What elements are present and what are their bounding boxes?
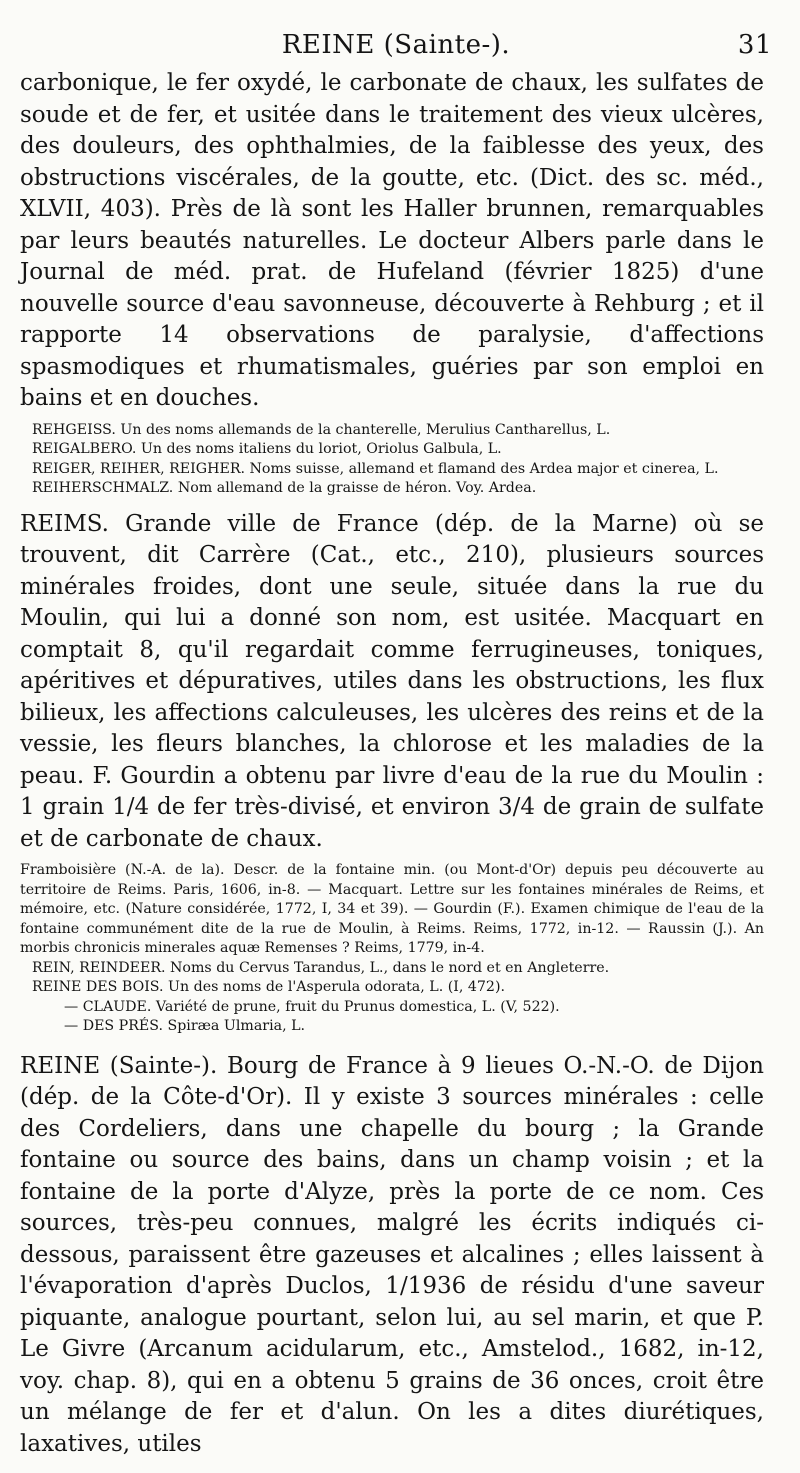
entry-reiherschmalz: REIHERSCHMALZ. Nom allemand de la graisse de héron. Voy. Ardea. bbox=[32, 480, 537, 496]
entry-rein: REIN, REINDEER. Noms du Cervus Tarandus, L., dans le nord et en Angleterre. bbox=[32, 959, 610, 976]
running-title: REINE (Sainte-). bbox=[281, 30, 511, 60]
page-body bbox=[20, 68, 764, 1460]
running-header bbox=[20, 30, 772, 66]
entry-reine-claude: — CLAUDE. Variété de prune, fruit du Prunus domestica, L. (V, 522). bbox=[64, 998, 560, 1015]
entry-reine-des-bois: REINE DES BOIS. Un des noms de l'Asperula odorata, L. (I, 472). bbox=[32, 979, 506, 995]
entry-reims: REIMS. Grande ville de France (dép. de la Marne) où se trouvent, dit Carrère (Cat., etc., 210), plusieurs sources minérales froides, dont une seule, située dans la rue du Moulin, qui lui a donné son nom, est usitée. Macquart en comptait 8, qu'il regardait comme ferrugineuses, toniques, apéritives et dépuratives, utiles dans les obstructions, les flux bilieux, les affections calculeuses, les ulcères des reins et de la vessie, les fleurs blanches, la chlorose et les maladies de la peau. F. Gourdin a obtenu par livre d'eau de la rue du Moulin : 1 grain 1/4 de fer très-divisé, et environ 3/4 de grain de sulfate et de carbonate de chaux. bbox=[20, 510, 764, 852]
paragraph-haller-rehburg: carbonique, le fer oxydé, le carbonate de chaux, les sulfates de soude et de fer, et usitée dans le traitement des vieux ulcères, des douleurs, des ophthalmies, de la faiblesse des yeux, des obstructions viscérales, de la goutte, etc. (Dict. des sc. méd., XLVII, 403). Près de là sont les Haller brunnen, remarquables par leurs beautés naturelles. Le docteur Albers parle dans le Journal de méd. prat. de Hufeland (février 1825) d'une nouvelle source d'eau savonneuse, découverte à Rehburg ; et il rapporte 14 observations de paralysie, d'affections spasmodiques et rhumatismales, guéries par son emploi en bains et en douches. bbox=[20, 70, 764, 411]
entry-reigalbero: REIGALBERO. Un des noms italiens du loriot, Oriolus Galbula, L. bbox=[32, 441, 502, 457]
reims-bibliography: Framboisière (N.-A. de la). Descr. de la fontaine min. (ou Mont-d'Or) depuis peu découverte au territoire de Reims. Paris, 1606, in-8. — Macquart. Lettre sur les fontaines minérales de Reims, et mémoire, etc. (Nature considérée, 1772, I, 34 et 39). — Gourdin (F.). Examen chimique de l'eau de la fontaine communément dite de la rue de Moulin, à Reims. Reims, 1772, in-12. — Raussin (J.). An morbis chronicis minerales aquæ Remenses ? Reims, 1779, in-4. bbox=[20, 862, 764, 956]
entry-rehgeiss: REHGEISS. Un des noms allemands de la chanterelle, Merulius Cantharellus, L. bbox=[32, 421, 611, 438]
entry-reine-des-pres: — DES PRÉS. Spiræa Ulmaria, L. bbox=[64, 1018, 306, 1034]
page-number: 31 bbox=[737, 30, 772, 60]
entry-reine-sainte: REINE (Sainte-). Bourg de France à 9 lieues O.-N.-O. de Dijon (dép. de la Côte-d'Or). Il y existe 3 sources minérales : celle des Cordeliers, dans une chapelle du bourg ; la Grande fontaine ou source des bains, dans un champ voisin ; et la fontaine de la porte d'Alyze, près la porte de ce nom. Ces sources, très-peu connues, malgré les écrits indiqués ci-dessous, paraissent être gazeuses et alcalines ; elles laissent à l'évaporation d'après Duclos, 1/1936 de résidu d'une saveur piquante, analogue pourtant, selon lui, au sel marin, et que P. Le Givre (Arcanum acidularum, etc., Amstelod., 1682, in-12, voy. chap. 8), qui en a obtenu 5 grains de 36 onces, croit être un mélange de fer et d'alun. On les a dites diurétiques, laxatives, utiles bbox=[20, 1052, 764, 1457]
entry-reiger: REIGER, REIHER, REIGHER. Noms suisse, allemand et flamand des Ardea major et cinerea, L. bbox=[32, 460, 719, 477]
